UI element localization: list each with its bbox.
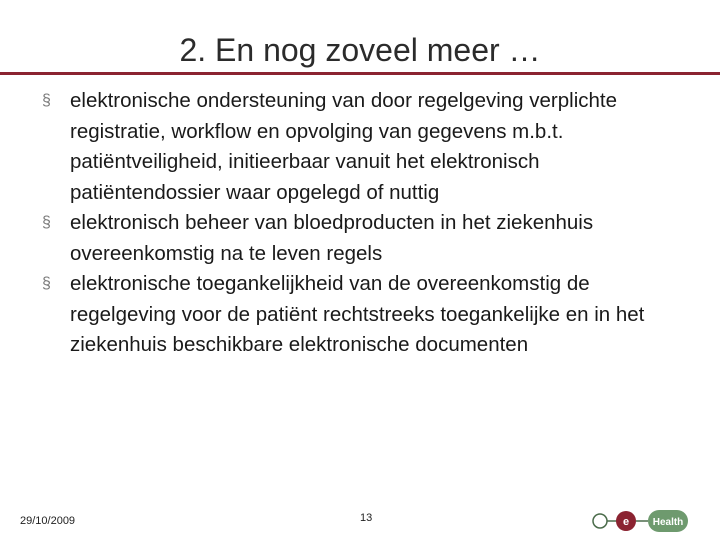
page-number: 13 [360,512,373,524]
bullet-icon: § [42,92,51,109]
bullet-list [42,86,692,361]
ehealth-logo [590,507,690,535]
bullet-icon: § [42,275,51,292]
list-item [42,269,692,361]
slide-title: 2. En nog zoveel meer … [179,32,541,68]
logo-health-text: Health [652,517,684,528]
bullet-text: elektronisch beheer van bloedproducten in het ziekenhuis overeenkomstig na te leven regels [70,211,594,265]
logo-ring-icon [593,514,607,528]
bullet-icon: § [42,214,51,231]
list-item [42,86,692,208]
logo-e-text: e [622,516,630,528]
title-divider [0,72,720,75]
bullet-text: elektronische toegankelijkheid van de overeenkomstig de regelgeving voor de patiënt rechtstreeks toegankelijke en in het ziekenhuis beschikbare elektronische documenten [70,272,645,356]
footer-date: 29/10/2009 [20,515,76,527]
list-item [42,208,692,269]
bullet-text: elektronische ondersteuning van door regelgeving verplichte registratie, workflow en opvolging van gegevens m.b.t. patiëntveiligheid, initieerbaar vanuit het elektronisch patiëntendossier waar opgelegd of nuttig [70,89,618,204]
